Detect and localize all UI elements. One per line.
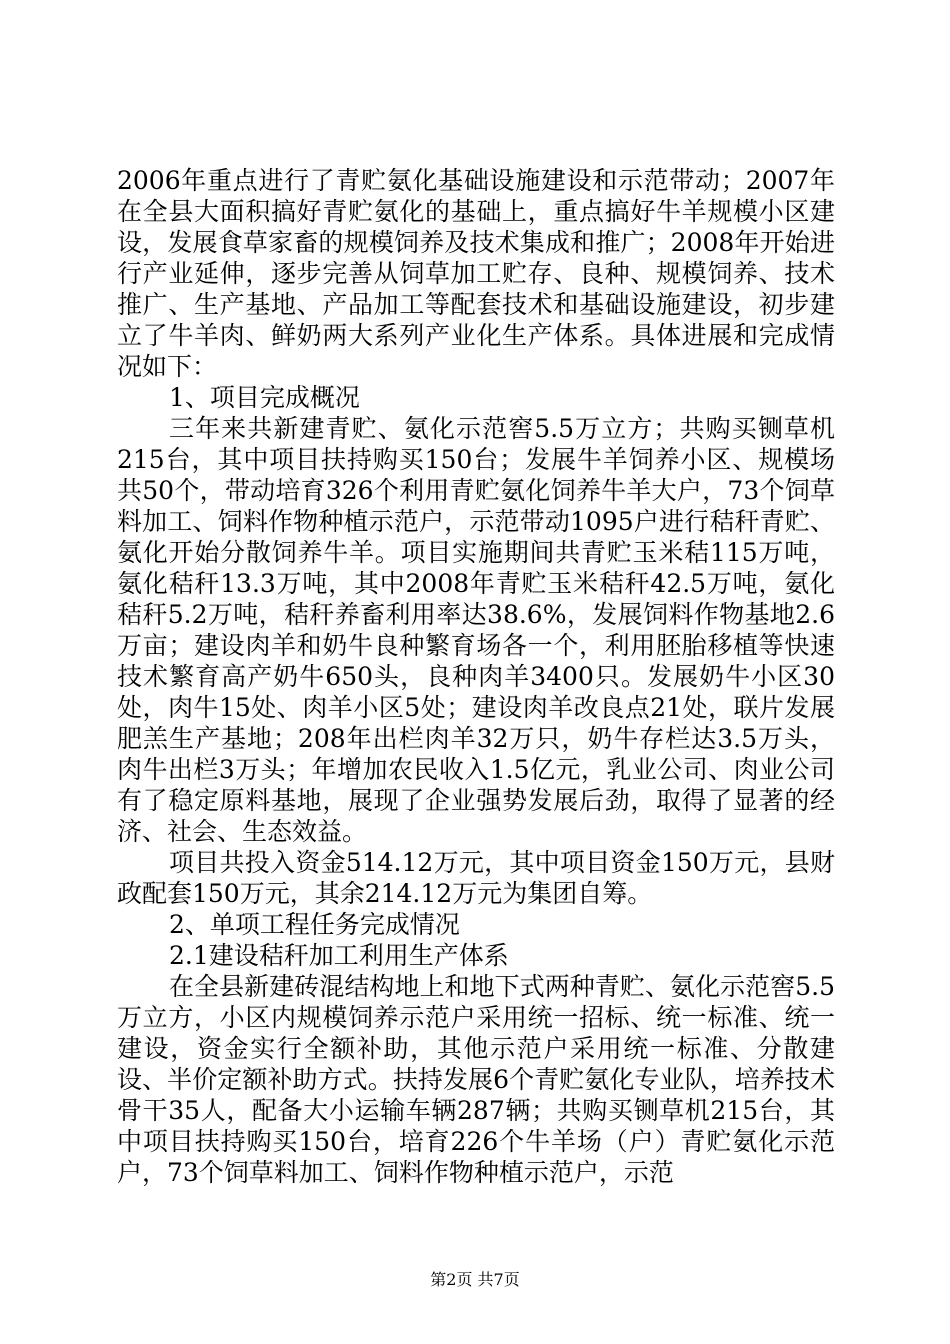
document-body	[117, 165, 835, 1188]
subsection-heading-2-1: 2.1建设秸秆加工利用生产体系	[169, 941, 509, 970]
section-heading-2: 2、单项工程任务完成情况	[169, 910, 460, 939]
funding-paragraph: 项目共投入资金514.12万元，其中项目资金150万元，县财政配套150万元，其余214.12万元为集团自筹。	[117, 848, 835, 908]
page-footer: 第2页 共7页	[430, 1270, 520, 1289]
section-heading-1: 1、项目完成概况	[169, 383, 360, 412]
subsection-2-1-paragraph: 在全县新建砖混结构地上和地下式两种青贮、氨化示范窖5.5万立方，小区内规模饲养示范户采用统一招标、统一标准、统一建设，资金实行全额补助，其他示范户采用统一标准、分散建设、半价定额补助方式。扶持发展6个青贮氨化专业队，培养技术骨干35人，配备大小运输车辆287辆；共购买铡草机215台，其中项目扶持购买150台，培育226个牛羊场（户）青贮氨化示范户，73个饲草料加工、饲料作物种植示范户，示范	[117, 972, 835, 1187]
overview-paragraph: 三年来共新建青贮、氨化示范窖5.5万立方；共购买铡草机215台，其中项目扶持购买150台；发展牛羊饲养小区、规模场共50个，带动培育326个利用青贮氨化饲养牛羊大户，73个饲草料加工、饲料作物种植示范户，示范带动1095户进行秸秆青贮、氨化开始分散饲养牛羊。项目实施期间共青贮玉米秸115万吨，氨化秸秆13.3万吨，其中2008年青贮玉米秸秆42.5万吨，氨化秸秆5.2万吨，秸秆养畜利用率达38.6%，发展饲料作物基地2.6万亩；建设肉羊和奶牛良种繁育场各一个，利用胚胎移植等快速技术繁育高产奶牛650头，良种肉羊3400只。发展奶牛小区30处，肉牛15处、肉羊小区5处；建设肉羊改良点21处，联片发展肥羔生产基地；208年出栏肉羊32万只，奶牛存栏达3.5万头，肉牛出栏3万头；年增加农民收入1.5亿元，乳业公司、肉业公司有了稳定原料基地，展现了企业强势发展后劲，取得了显著的经济、社会、生态效益。	[117, 414, 835, 846]
intro-paragraph: 2006年重点进行了青贮氨化基础设施建设和示范带动；2007年在全县大面积搞好青贮氨化的基础上，重点搞好牛羊规模小区建设，发展食草家畜的规模饲养及技术集成和推广；2008年开始进行产业延伸，逐步完善从饲草加工贮存、良种、规模饲养、技术推广、生产基地、产品加工等配套技术和基础设施建设，初步建立了牛羊肉、鲜奶两大系列产业化生产体系。具体进展和完成情况如下：	[117, 166, 835, 381]
